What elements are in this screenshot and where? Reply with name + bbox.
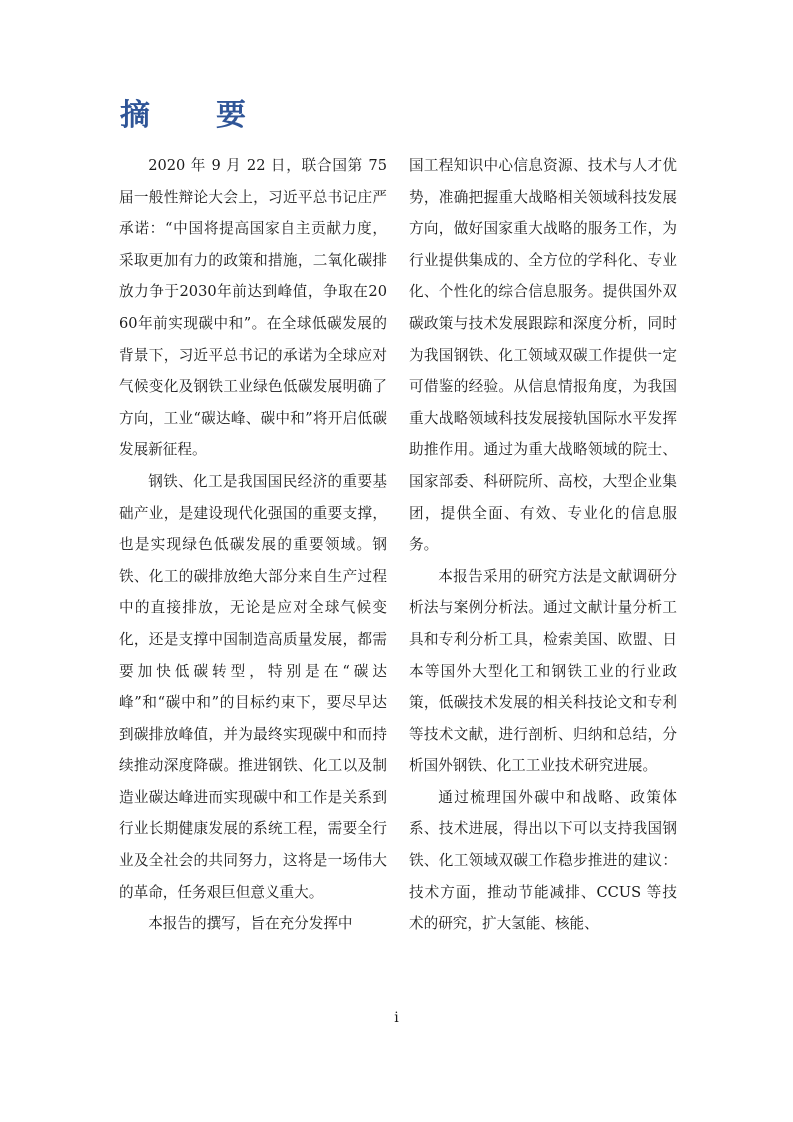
paragraph-announcement: 2020 年 9 月 22 日，联合国第 75 届一般性辩论大会上，习近平总书记庄严承诺：“中国将提高国家自主贡献力度，采取更加有力的政策和措施，二氧化碳排放力争于2030年前达到峰值，争取在2060年前实现碳中和”。在全球低碳发展的背景下，习近平总书记的承诺为全球应对气候变化及钢铁工业绿色低碳发展明确了方向，工业“碳达峰、碳中和”将开启低碳发展新征程。 [119,157,387,459]
left-column [119,150,387,940]
right-column [409,150,677,940]
paragraph-report-purpose-continued: 国工程知识中心信息资源、技术与人才优势，准确把握重大战略相关领域科技发展方向，做好国家重大战略的服务工作，为行业提供集成的、全方位的学科化、专业化、个性化的综合信息服务。提供国外双碳政策与技术发展跟踪和深度分析，同时为我国钢铁、化工领域双碳工作提供一定可借鉴的经验。从信息情报角度，为我国重大战略领域科技发展接轨国际水平发挥助推作用。通过为重大战略领域的院士、国家部委、科研院所、高校，大型企业集团，提供全面、有效、专业化的信息服务。 [409,157,677,554]
paragraph-recommendations: 通过梳理国外碳中和战略、政策体系、技术进展，得出以下可以支持我国钢铁、化工领域双碳工作稳步推进的建议：技术方面，推动节能减排、CCUS 等技术的研究，扩大氢能、核能、 [409,788,677,933]
paragraph-report-purpose-start: 本报告的撰写，旨在充分发挥中 [148,915,353,933]
page-title: 摘 要 [120,98,264,133]
page-number: i [394,1010,399,1026]
paragraph-research-method: 本报告采用的研究方法是文献调研分析法与案例分析法。通过文献计量分析工具和专利分析工具，检索美国、欧盟、日本等国外大型化工和钢铁工业的行业政策，低碳技术发展的相关科技论文和专利等技术文献，进行剖析、归纳和总结，分析国外钢铁、化工工业技术研究进展。 [409,567,677,775]
paragraph-industry: 钢铁、化工是我国国民经济的重要基础产业，是建设现代化强国的重要支撑，也是实现绿色低碳发展的重要领域。钢铁、化工的碳排放绝大部分来自生产过程中的直接排放，无论是应对全球气候变化，还是支撑中国制造高质量发展，都需要加快低碳转型，特别是在“碳达峰”和“碳中和”的目标约束下，要尽早达到碳排放峰值，并为最终实现碳中和而持续推动深度降碳。推进钢铁、化工以及制造业碳达峰进而实现碳中和工作是关系到行业长期健康发展的系统工程，需要全行业及全社会的共同努力，这将是一场伟大的革命，任务艰巨但意义重大。 [119,472,387,901]
